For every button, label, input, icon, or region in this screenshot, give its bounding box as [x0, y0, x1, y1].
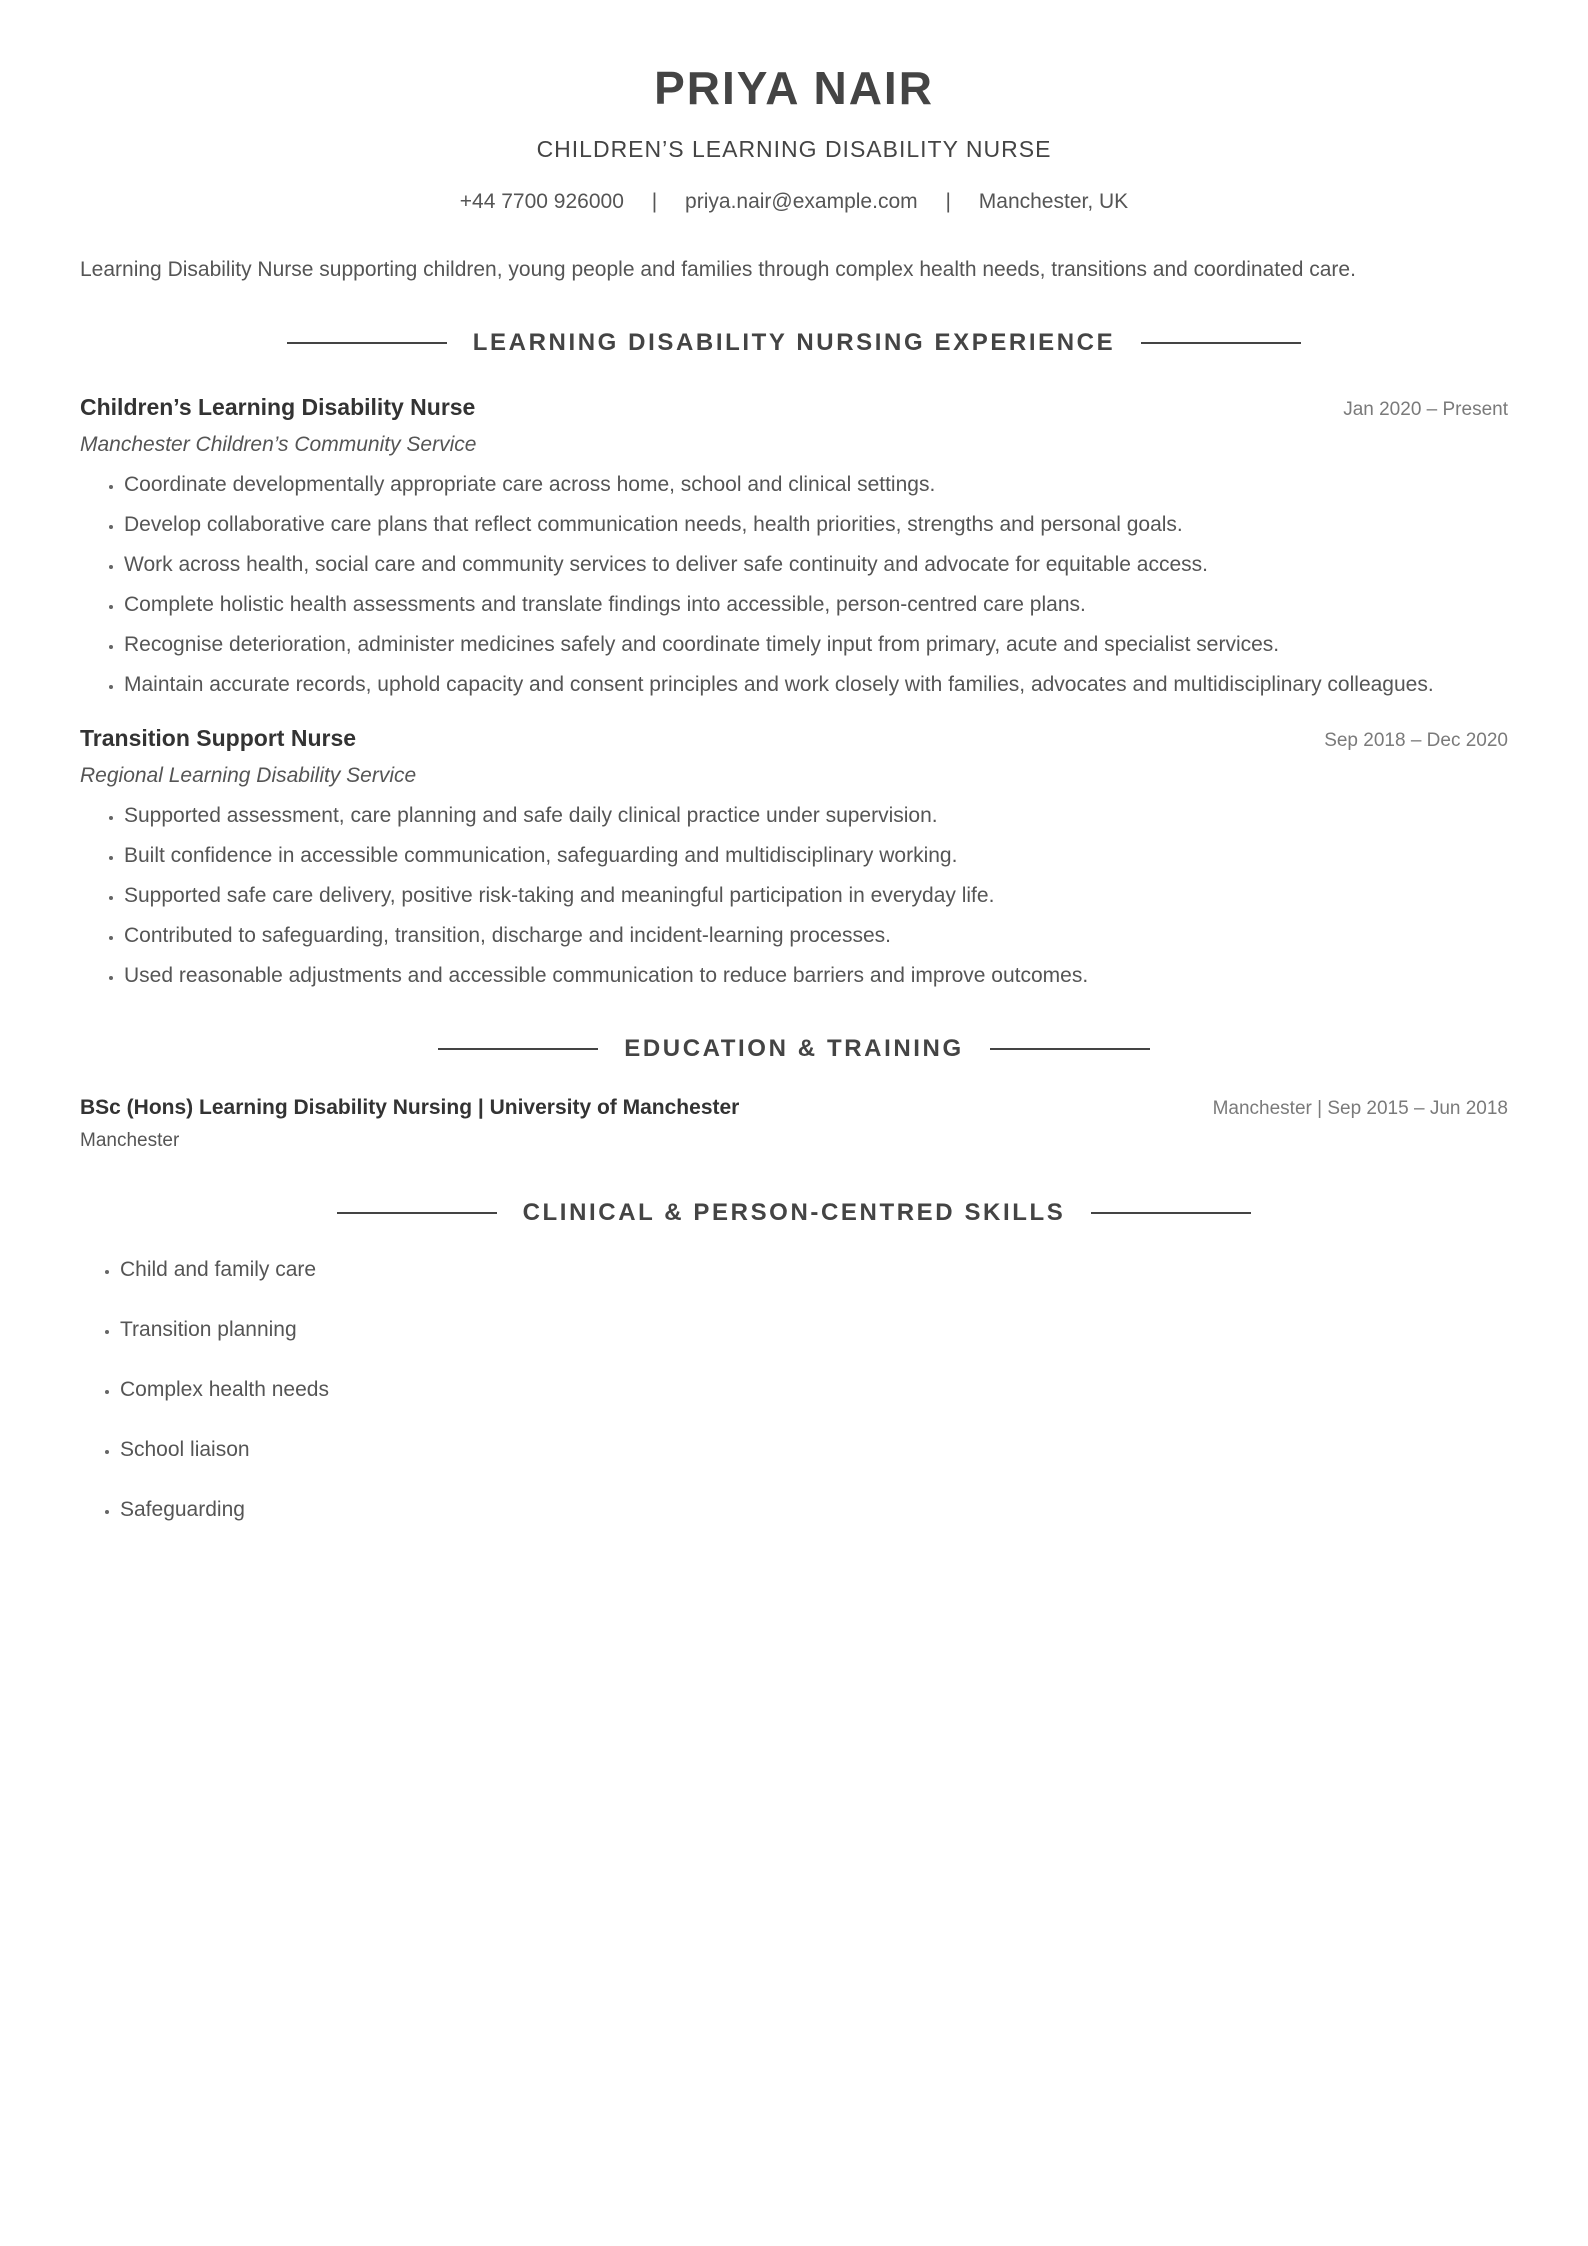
education-location: Manchester — [80, 1130, 180, 1151]
job-title: Transition Support Nurse — [80, 725, 357, 751]
job-header — [80, 392, 1508, 423]
list-item: • Complex health needs — [120, 1376, 1508, 1404]
list-item: • Recognise deterioration, administer medicines safely and coordinate timely input from primary, acute and specialist services. — [124, 631, 1508, 659]
candidate-title: CHILDREN’S LEARNING DISABILITY NURSE — [536, 136, 1052, 162]
job-entry — [80, 723, 1508, 990]
list-item: • Safeguarding — [120, 1496, 1508, 1524]
skills-section-heading — [80, 1198, 1508, 1228]
job-entry — [80, 392, 1508, 699]
list-item: • Maintain accurate records, uphold capacity and consent principles and work closely with families, advocates and multidisciplinary colleagues. — [124, 671, 1508, 699]
heading-rule-left — [337, 1212, 497, 1214]
job-responsibilities — [80, 802, 1508, 990]
list-item: • Supported safe care delivery, positive risk-taking and meaningful participation in everyday life. — [124, 882, 1508, 910]
list-item: • Supported assessment, care planning and safe daily clinical practice under supervision. — [124, 802, 1508, 830]
contact-separator: | — [945, 190, 951, 213]
experience-section-heading — [80, 328, 1508, 358]
contact-location: Manchester, UK — [978, 190, 1129, 213]
education-header — [80, 1094, 1508, 1122]
job-dates: Sep 2018 – Dec 2020 — [1324, 730, 1508, 751]
list-item: • School liaison — [120, 1436, 1508, 1464]
education-entry — [80, 1094, 1508, 1154]
education-heading-label: EDUCATION & TRAINING — [624, 1035, 964, 1062]
list-item: • Built confidence in accessible communication, safeguarding and multidisciplinary working. — [124, 842, 1508, 870]
list-item: • Used reasonable adjustments and accessible communication to reduce barriers and improve outcomes. — [124, 962, 1508, 990]
list-item: • Develop collaborative care plans that reflect communication needs, health priorities, strengths and personal goals. — [124, 511, 1508, 539]
list-item: • Complete holistic health assessments and translate findings into accessible, person-centred care plans. — [124, 591, 1508, 619]
job-responsibilities — [80, 471, 1508, 699]
skills-list — [80, 1256, 1508, 1524]
heading-rule-right — [990, 1048, 1150, 1050]
job-dates: Jan 2020 – Present — [1343, 399, 1508, 420]
contact-email: priya.nair@example.com — [685, 190, 918, 213]
heading-rule-right — [1141, 342, 1301, 344]
skills-heading-label: CLINICAL & PERSON-CENTRED SKILLS — [522, 1199, 1066, 1226]
job-header — [80, 723, 1508, 754]
job-title: Children’s Learning Disability Nurse — [80, 394, 476, 420]
heading-rule-left — [438, 1048, 598, 1050]
education-section-heading — [80, 1034, 1508, 1064]
list-item: • Contributed to safeguarding, transition, discharge and incident-learning processes. — [124, 922, 1508, 950]
education-degree: BSc (Hons) Learning Disability Nursing | University of Manchester — [80, 1096, 740, 1119]
contact-line — [80, 188, 1508, 216]
list-item: • Transition planning — [120, 1316, 1508, 1344]
job-organisation: Regional Learning Disability Service — [80, 764, 417, 787]
education-dates: Manchester | Sep 2015 – Jun 2018 — [1212, 1098, 1508, 1119]
heading-rule-left — [287, 342, 447, 344]
candidate-name: PRIYA NAIR — [654, 62, 934, 114]
job-organisation: Manchester Children’s Community Service — [80, 433, 477, 456]
contact-separator: | — [651, 190, 658, 213]
heading-rule-right — [1091, 1212, 1251, 1214]
list-item: • Child and family care — [120, 1256, 1508, 1284]
contact-phone: +44 7700 926000 — [459, 190, 624, 213]
experience-heading-label: LEARNING DISABILITY NURSING EXPERIENCE — [472, 329, 1116, 356]
list-item: • Work across health, social care and community services to deliver safe continuity and advocate for equitable access. — [124, 551, 1508, 579]
list-item: • Coordinate developmentally appropriate care across home, school and clinical settings. — [124, 471, 1508, 499]
profile-summary: Learning Disability Nurse supporting children, young people and families through complex health needs, transitions and coordinated care. — [80, 258, 1356, 281]
